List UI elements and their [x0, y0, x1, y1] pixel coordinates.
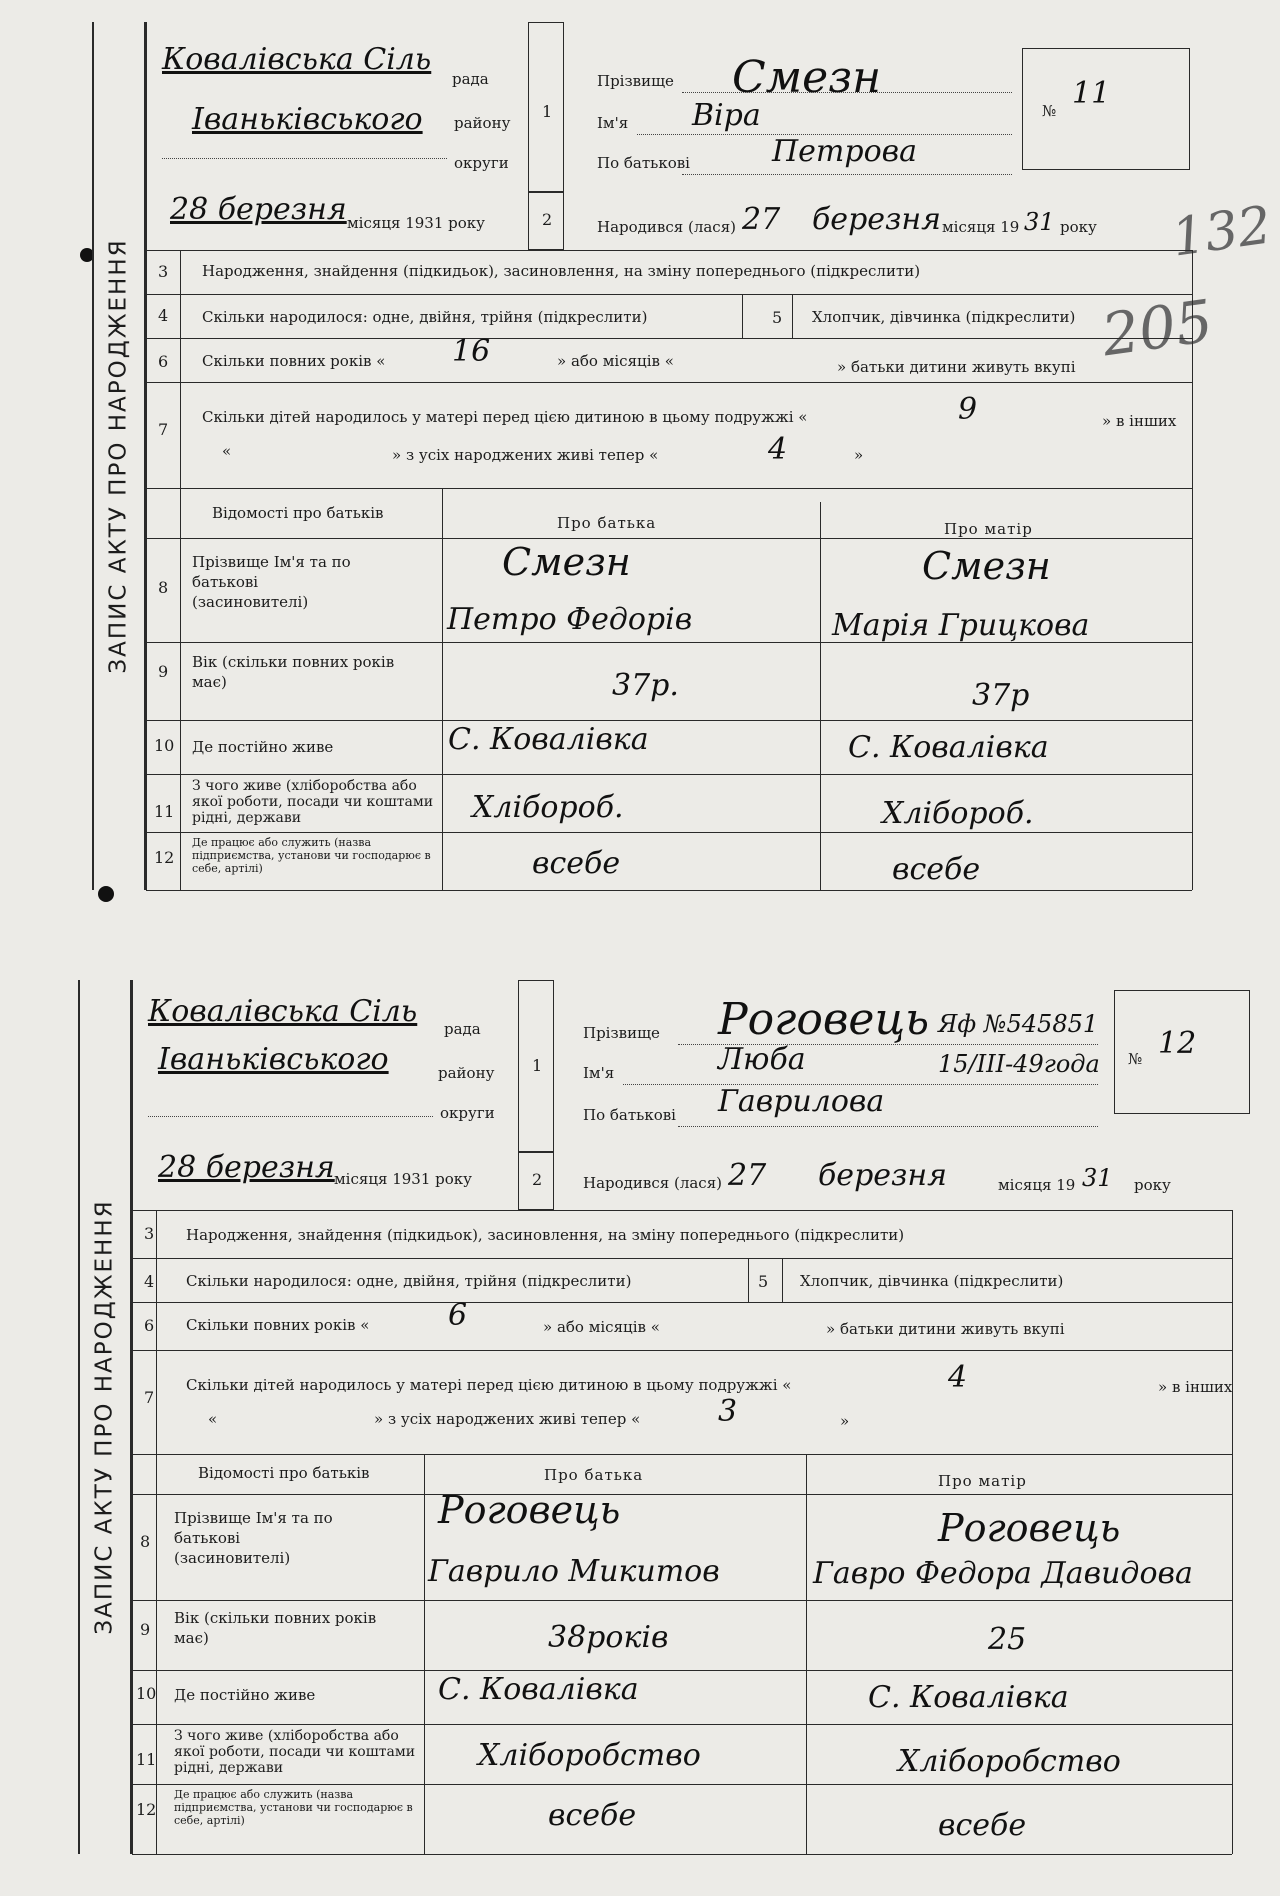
date-value: 28 березня [158, 1150, 335, 1185]
mother-occupation: Хліборобство [898, 1744, 1121, 1779]
father-surname: Роговець [438, 1488, 621, 1532]
born-year-label: року [1060, 218, 1097, 236]
row7-d: » з усіх народжених живі тепер « [374, 1410, 641, 1428]
raion-value: Іваньківського [192, 102, 423, 137]
row9-label: Вік (скільки повних років має) [192, 653, 395, 691]
date-value: 28 березня [170, 192, 347, 227]
mother-name: Гавро Федора Давидова [813, 1556, 1193, 1591]
row4-text: Скільки народилося: одне, двійня, трійня (підкреслити) [202, 308, 648, 326]
row5-text: Хлопчик, дівчинка (підкреслити) [812, 308, 1076, 326]
raion-label: району [438, 1064, 495, 1082]
birth-record-2: ЗАПИС АКТУ ПРО НАРОДЖЕННЯ Ковалівська Сіль рада Іваньківського району округи 28 березня місяця 1931 року 1 2 Прізвище Роговець Яф №545851 Ім'я Люба 15/III-49года По батькові Гаврилова № 12 Народився (лася) 27 березня місяця 19 31 року 3 Народження, знайдення (підкидьок), засиновлення, на зміну попереднього (підкреслити) 4 Скільки народилося: одне, двійня, трійня (підкреслити) 5 Хлопчик, дівчинка (підкреслити) 6 Скільки повних років « 6 » або місяців « » батьки дитини живуть вкупі 7 Скільки дітей народилось у матері перед цією дитиною в цьому подружжі « 4 » в інших « » з усіх народжених живі тепер « 3 » Відомості про батьків Про батька Про матір 8 Прізвище Ім'я та по батькові (засиновителі) Роговець Гаврило Микитов Роговець Гавро Федора Давидова 9 Вік (скільки повних років має) 38років 25 10 Де постійно живе С. Ковалівка С. Ковалівка 11 З чого живе (хліборобства або якої роботи, посади чи коштами рідні, держави Хліборобство Хліборобство 12 Де працює або служить (назва підприємства, установи чи господарює в себе, артілі) всебе всебе [78, 980, 1258, 1880]
raion-value: Іваньківського [158, 1042, 389, 1077]
date-note: 15/III-49года [938, 1050, 1100, 1078]
born-month-label: місяця 19 [942, 218, 1020, 236]
children-before: 9 [958, 392, 978, 427]
mother-work: всебе [938, 1808, 1027, 1843]
row8-label: Прізвище Ім'я та по батькові (засиновителі) [174, 1509, 333, 1567]
mother-name: Марія Грицкова [832, 608, 1090, 643]
mother-age: 37р [972, 678, 1030, 713]
born-label: Народився (лася) [583, 1174, 723, 1192]
row7-d: » з усіх народжених живі тепер « [392, 446, 659, 464]
birth-month: березня [818, 1158, 948, 1193]
row6-b: » або місяців « [557, 352, 674, 370]
mother-occupation: Хлібороб. [882, 796, 1034, 831]
father-header: Про батька [544, 1466, 644, 1484]
father-residence: С. Ковалівка [448, 722, 649, 757]
record-number: 11 [1072, 76, 1111, 111]
rada-value: Ковалівська Сіль [148, 994, 418, 1029]
row9-label: Вік (скільки повних років має) [174, 1609, 377, 1647]
rada-value: Ковалівська Сіль [162, 42, 432, 77]
mother-work: всебе [892, 852, 981, 887]
row3-text: Народження, знайдення (підкидьок), засиновлення, на зміну попереднього (підкреслити) [186, 1226, 905, 1244]
mother-surname: Роговець [938, 1506, 1121, 1550]
born-label: Народився (лася) [597, 218, 737, 236]
years-together: 6 [448, 1298, 468, 1333]
row6-a: Скільки повних років « [186, 1316, 370, 1334]
row7-b: » в інших [1102, 412, 1177, 430]
row7-e: » [840, 1412, 850, 1430]
father-residence: С. Ковалівка [438, 1672, 639, 1707]
child-surname: Смезн [732, 52, 882, 103]
vidomosti-header: Відомості про батьків [198, 1464, 370, 1482]
number-label: № [1042, 102, 1057, 120]
father-header: Про батька [557, 514, 657, 532]
patronymic-label: По батькові [583, 1106, 676, 1124]
born-year-label: року [1134, 1176, 1171, 1194]
row6-c: » батьки дитини живуть вкупі [837, 358, 1076, 376]
number-label: № [1128, 1050, 1143, 1068]
side-title-2 [78, 980, 132, 1854]
row8-label: Прізвище Ім'я та по батькові (засиновителі) [192, 553, 351, 611]
father-name: Гаврило Микитов [428, 1554, 720, 1589]
father-age: 38років [548, 1620, 669, 1655]
rada-label: рада [452, 70, 489, 88]
father-age: 37р. [612, 668, 679, 703]
surname-label: Прізвище [597, 72, 674, 90]
okrugy-label: округи [440, 1104, 495, 1122]
record-number: 12 [1158, 1026, 1197, 1061]
father-work: всебе [532, 846, 621, 881]
mother-surname: Смезн [922, 544, 1051, 588]
margin-note-2: 205 [1097, 286, 1217, 370]
name-label: Ім'я [597, 114, 629, 132]
row6-a: Скільки повних років « [202, 352, 386, 370]
row7-b: » в інших [1158, 1378, 1233, 1396]
row7-a: Скільки дітей народилось у матері перед цією дитиною в цьому подружжі « [202, 408, 808, 426]
birth-year: 31 [1024, 208, 1055, 236]
row12-label: Де працює або служить (назва підприємства, установи чи господарює в себе, артілі) [174, 1788, 413, 1827]
passport-note: Яф №545851 [938, 1010, 1099, 1038]
side-title-text: ЗАПИС АКТУ ПРО НАРОДЖЕННЯ [106, 238, 132, 674]
father-work: всебе [548, 1798, 637, 1833]
mother-residence: С. Ковалівка [848, 730, 1049, 765]
mother-residence: С. Ковалівка [868, 1680, 1069, 1715]
side-title-text: ЗАПИС АКТУ ПРО НАРОДЖЕННЯ [92, 1199, 118, 1635]
child-patronymic: Гаврилова [718, 1084, 885, 1119]
row11-label: З чого живе (хліборобства або якої роботи, посади чи коштами рідні, держави [174, 1728, 416, 1776]
row7-c: « [222, 442, 232, 460]
date-year-label: місяця 1931 року [347, 214, 485, 232]
years-together: 16 [452, 334, 491, 369]
row12-label: Де працює або служить (назва підприємства, установи чи господарює в себе, артілі) [192, 836, 431, 875]
child-surname: Роговець [718, 994, 930, 1045]
father-occupation: Хлібороб. [472, 790, 624, 825]
child-name: Віра [692, 98, 761, 133]
child-name: Люба [718, 1042, 806, 1077]
father-name: Петро Федорів [447, 602, 693, 637]
okrugy-label: округи [454, 154, 509, 172]
birth-day: 27 [728, 1158, 767, 1193]
row4-text: Скільки народилося: одне, двійня, трійня (підкреслити) [186, 1272, 632, 1290]
rada-label: рада [444, 1020, 481, 1038]
row5-text: Хлопчик, дівчинка (підкреслити) [800, 1272, 1064, 1290]
row6-b: » або місяців « [543, 1318, 660, 1336]
margin-note-1: 132 [1168, 195, 1275, 269]
children-alive: 3 [718, 1394, 738, 1429]
row10-label: Де постійно живе [192, 738, 334, 756]
birth-record-1: ЗАПИС АКТУ ПРО НАРОДЖЕННЯ Ковалівська Сіль рада Іваньківського району округи 28 березня місяця 1931 року 1 2 Прізвище Смезн Ім'я Віра По батькові Петрова № 11 Народився (лася) 27 березня місяця 19 31 року 132 205 3 Народження, знайдення (підкидьок), засиновлення, на зміну попереднього (підкреслити) 4 Скільки народилося: одне, двійня, трійня (підкреслити) 5 Хлопчик, дівчинка (підкреслити) 6 Скільки повних років « 16 » або місяців « » батьки дитини живуть вкупі 7 Скільки дітей народилось у матері перед цією дитиною в цьому подружжі « 9 » в інших « » з усіх народжених живі тепер « 4 » Відомості про батьків Про батька Про матір 8 Прізвище Ім'я та по батькові (засиновителі) Смезн Петро Федорів Смезн Марія Грицкова 9 Вік (скільки повних років має) 37р. 37р 10 Де постійно живе С. Ковалівка С. Ковалівка 11 З чого живе (хліборобства або якої роботи, посади чи коштами рідні, держави Хлібороб. Хлібороб. 12 Де працює або служить (назва підприємства, установи чи господарює в себе, артілі) всебе всебе [92, 22, 1210, 902]
mother-header: Про матір [938, 1472, 1027, 1490]
date-year-label: місяця 1931 року [334, 1170, 472, 1188]
row7-e: » [854, 446, 864, 464]
child-patronymic: Петрова [772, 134, 917, 169]
mother-header: Про матір [944, 520, 1033, 538]
born-month-label: місяця 19 [998, 1176, 1076, 1194]
side-title-1 [92, 22, 146, 890]
father-occupation: Хліборобство [478, 1738, 701, 1773]
row7-a: Скільки дітей народилось у матері перед цією дитиною в цьому подружжі « [186, 1376, 792, 1394]
name-label: Ім'я [583, 1064, 615, 1082]
children-before: 4 [948, 1360, 968, 1395]
mother-age: 25 [988, 1622, 1027, 1657]
row3-text: Народження, знайдення (підкидьок), засиновлення, на зміну попереднього (підкреслити) [202, 262, 921, 280]
row10-label: Де постійно живе [174, 1686, 316, 1704]
birth-day: 27 [742, 202, 781, 237]
row11-label: З чого живе (хліборобства або якої роботи, посади чи коштами рідні, держави [192, 778, 434, 826]
vidomosti-header: Відомості про батьків [212, 504, 384, 522]
patronymic-label: По батькові [597, 154, 690, 172]
surname-label: Прізвище [583, 1024, 660, 1042]
raion-label: району [454, 114, 511, 132]
row6-c: » батьки дитини живуть вкупі [826, 1320, 1065, 1338]
children-alive: 4 [768, 432, 788, 467]
father-surname: Смезн [502, 540, 631, 584]
birth-year: 31 [1082, 1164, 1113, 1192]
row7-c: « [208, 1410, 218, 1428]
birth-month: березня [812, 202, 942, 237]
